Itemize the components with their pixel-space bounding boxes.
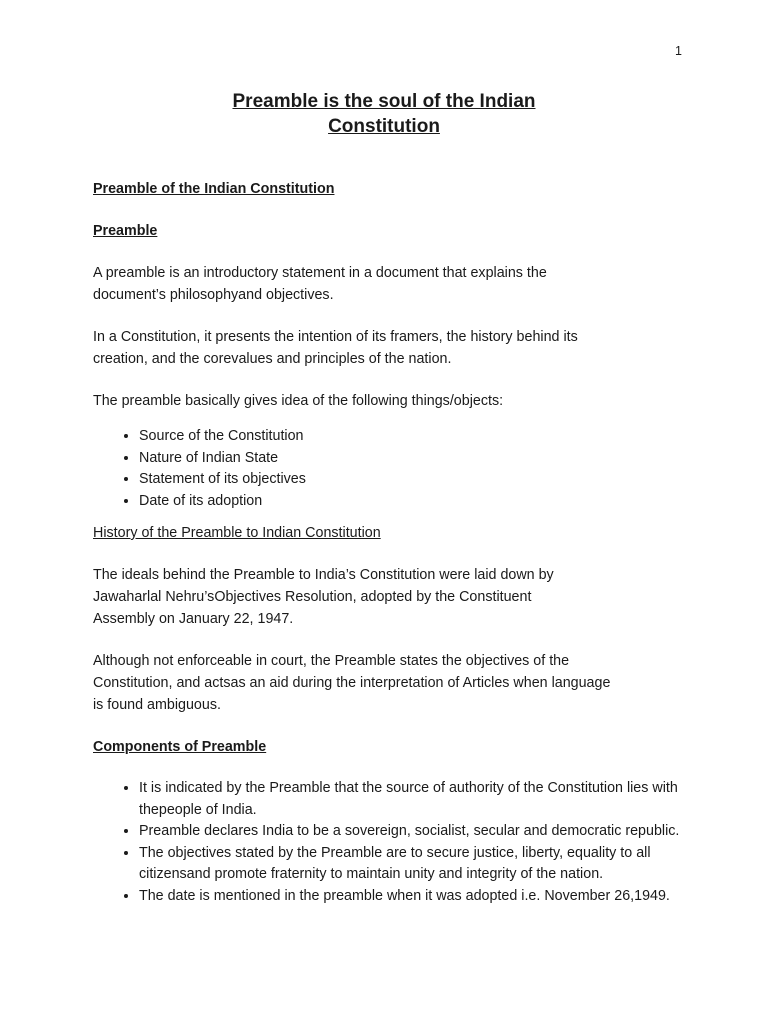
- paragraph-constitution-intent-line-1: In a Constitution, it presents the intention of its framers, the history behind its: [93, 329, 578, 345]
- section-heading-history: History of the Preamble to Indian Constitution: [93, 525, 381, 541]
- paragraph-history-line-2: Jawaharlal Nehru’sObjectives Resolution, adopted by the Constituent: [93, 589, 532, 605]
- paragraph-definition-line-2: document’s philosophyand objectives.: [93, 287, 334, 303]
- bullet-list-preamble-objects: [93, 426, 683, 512]
- list-item: • Date of its adoption: [139, 491, 683, 513]
- paragraph-history-line-3: Assembly on January 22, 1947.: [93, 611, 294, 627]
- paragraph-constitution-intent: [93, 326, 683, 370]
- bullet-list-components: [93, 778, 683, 907]
- list-item: • Nature of Indian State: [139, 448, 683, 470]
- paragraph-enforceability-line-1: Although not enforceable in court, the Preamble states the objectives of the: [93, 653, 570, 669]
- paragraph-definition: [93, 262, 683, 306]
- paragraph-enforceability: [93, 650, 683, 716]
- paragraph-definition-line-1: A preamble is an introductory statement in a document that explains the: [93, 265, 547, 281]
- document-body: [93, 178, 683, 907]
- list-item: • It is indicated by the Preamble that the source of authority of the Constitution lies with thepeople of India.: [139, 778, 683, 821]
- title-line-1: Preamble is the soul of the Indian: [232, 91, 536, 112]
- paragraph-enforceability-line-3: is found ambiguous.: [93, 697, 221, 713]
- list-item: • Statement of its objectives: [139, 469, 683, 491]
- list-item: • The date is mentioned in the preamble when it was adopted i.e. November 26,1949.: [139, 886, 683, 908]
- section-heading-preamble-of-constitution: Preamble of the Indian Constitution: [93, 181, 335, 197]
- paragraph-enforceability-line-2: Constitution, and actsas an aid during the interpretation of Articles when language: [93, 675, 611, 691]
- page-number: 1: [675, 44, 682, 58]
- title-line-2: Constitution: [328, 116, 440, 137]
- paragraph-history-line-1: The ideals behind the Preamble to India’s Constitution were laid down by: [93, 567, 554, 583]
- document-title: [0, 89, 768, 139]
- paragraph-list-intro: The preamble basically gives idea of the following things/objects:: [93, 393, 504, 409]
- list-item: • The objectives stated by the Preamble are to secure justice, liberty, equality to all citizensand promote fraternity to maintain unity and integrity of the nation.: [139, 843, 683, 886]
- section-heading-components: Components of Preamble: [93, 739, 267, 755]
- paragraph-constitution-intent-line-2: creation, and the corevalues and principles of the nation.: [93, 351, 452, 367]
- paragraph-history: [93, 564, 683, 630]
- list-item: • Preamble declares India to be a sovereign, socialist, secular and democratic republic.: [139, 821, 683, 843]
- list-item: • Source of the Constitution: [139, 426, 683, 448]
- section-heading-preamble: Preamble: [93, 223, 158, 239]
